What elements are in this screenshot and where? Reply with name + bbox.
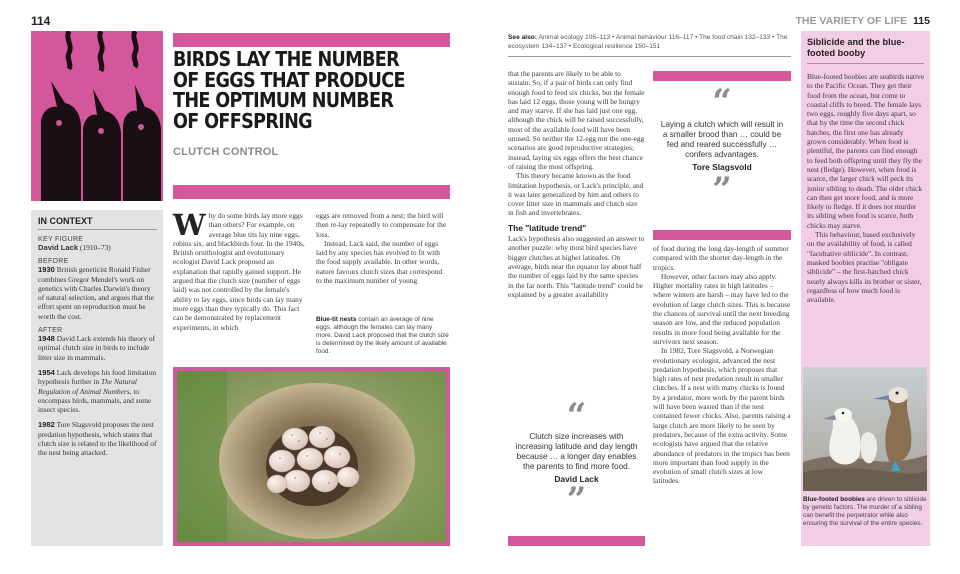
quote-david-lack: “ Clutch size increases with increasing latitude and day length because … a longer day enables the parents to find more food. David Lack ”	[508, 400, 645, 546]
key-figure-name: David Lack	[38, 243, 79, 252]
sidebar-title: Siblicide and the blue-footed booby	[807, 37, 924, 64]
quote-divider-bar	[653, 230, 791, 240]
blue-tit-caption: Blue-tit nests contain an average of nine eggs, although the females can lay many more. David Lack proposed that the clutch size is determined by the likely amount of available food.	[316, 316, 449, 355]
chicks-illustration	[31, 31, 163, 201]
main-column-4: of food during the long day-length of summer compared with the shorter day-length in the tropics. However, other factors may also apply. Higher mortality rates in high latitudes – where winters are harsh – may have led to the evolution of large clutch sizes. This is because the chances of survival until the next breeding season are low, and the reduced population results in more food being available for the survivors next season. In 1982, Tore Slagsvold, a Norwegian evolutionary ecologist, advanced the nest predation hypothesis, which proposes that high rates of nest predation result in smaller clutches. If a nest with many chicks is found by a predator, more work by the parent birds will have been wasted than if the nest contained fewer chicks. Also, parents raising a large clutch are more likely to be seen by predators, because of the extra activity. Some ecologists have argued that the relative abundance of predators in the tropics has been more important than food supply in the evolution of small clutch sizes at low latitudes.	[653, 244, 791, 486]
running-title: THE VARIETY OF LIFE 115	[795, 15, 930, 27]
see-also-rule	[508, 56, 791, 57]
sidebar-text: Blue-footed boobies are seabirds native to the Pacific Ocean. They get their food from the ocean, but come to coastal cliffs to breed. The female lays two eggs, roughly five days apart, so that by the time the second chick hatches, the first one has already grown considerably. When food is plentiful, the parents can find enough to feed both offspring until they fly the nest (fledge). However, when food is scarce, the larger chick will peck its junior sibling to death. The older chick can then get more food, and is more likely to fledge. If it does not murder its sibling when food is scarce, both chicks may starve. This behaviour, based exclusively on the availability of food, is called "facultative siblicide". In contrast, masked boobies practise "obligate siblicide" – the first-hatched chick nearly always kills its brother or sister, regardless of how much food is available.	[807, 72, 924, 305]
booby-caption: Blue-footed boobies are driven to siblicide by genetic factors. The murder of a sibling can benefit the perpetrator while also ensuring the survival of the entire species.	[803, 496, 927, 527]
main-column-1: Why do some birds lay more eggs than others? For example, on average blue tits lay nine eggs, robins six, and blackbirds four. In the 1940s, British ornithologist and evolutionary ecologist David Lack proposed an explanation that rapidly gained support. He argued that the clutch size (number of eggs laid) was not controlled by the female's ability to lay eggs, since birds can lay many more eggs than they typically do. This fact can be demonstrated by replacement experiments, in which	[173, 208, 305, 332]
quote-bottom-bar	[508, 536, 645, 546]
title-bottom-bar	[173, 185, 450, 199]
left-page-number: 114	[31, 14, 51, 28]
hungry-chicks-icon	[31, 31, 163, 201]
key-figure-label: KEY FIGURE	[38, 236, 84, 243]
open-quote-icon: “	[566, 396, 587, 436]
close-quote-icon: ”	[566, 480, 587, 520]
before-label: BEFORE	[38, 258, 69, 266]
latitude-heading: The "latitude trend"	[508, 222, 587, 233]
close-quote-icon: ”	[712, 170, 732, 210]
main-column-2: eggs are removed from a nest; the bird will then re-lay repeatedly to compensate for the loss. Instead, Lack said, the number of eggs laid by any species has evolved to fit with the food supply available. In other words, nature favours clutch sizes that correspond to the maximum number of young	[316, 211, 447, 286]
in-context-box	[31, 210, 163, 546]
before-item: 1930 British geneticist Ronald Fisher combines Gregor Mendel's work on genetics with Charles Darwin's theory of natural selection, and argues that the effort spent on reproduction must be worth the cost.	[38, 265, 154, 321]
in-context-heading: IN CONTEXT	[38, 216, 157, 230]
open-quote-icon: “	[712, 82, 732, 122]
after-item: 1948 David Lack extends his theory of optimal clutch size in birds to include litter size in mammals.	[38, 334, 156, 362]
see-also: See also: Animal ecology 106–113 • Animal behaviour 116–117 • The food chain 132–133 • The ecosystem 134–137 • Ecological resilience 150–151	[508, 34, 788, 50]
nest-photo	[173, 367, 450, 546]
title-top-bar	[173, 33, 450, 47]
after-label: AFTER	[38, 327, 63, 335]
headline: BIRDS LAY THE NUMBER OF EGGS THAT PRODUCE THE OPTIMUM NUMBER OF OFFSPRING	[173, 47, 405, 133]
after-item: 1982 Tore Slagsvold proposes the nest predation hypothesis, which states that clutch size is related to the likelihood of the nest being attacked.	[38, 420, 157, 458]
quote-top-bar	[653, 71, 791, 81]
drop-cap: W	[173, 208, 206, 242]
after-item: 1954 Lack develops his food limitation hypothesis further in The Natural Regulation of Animal Numbers, to encompass birds, mammals, and some insect species.	[38, 367, 157, 415]
key-figure-dates: (1910–73)	[79, 243, 111, 252]
blue-footed-booby-icon	[803, 367, 927, 491]
bird-nest-eggs-icon	[177, 371, 446, 542]
subtitle: CLUTCH CONTROL	[173, 146, 279, 158]
booby-photo	[803, 367, 927, 491]
right-page-number: 115	[913, 15, 930, 27]
key-figure	[38, 243, 157, 252]
main-column-3: that the parents are likely to be able to sustain. So, if a pair of birds can only find enough food to feed six chicks, but the female has laid 12 eggs, those young will be hungry and may starve. If she has laid just one egg, although the chick will be raised successfully, most of the available food will have been unused. So neither the 12-egg nor the one-egg scenarios are good reproductive strategies; instead, laying six eggs offers the best chance of raising the most offspring. This theory became known as the food limitation hypothesis, or Lack's principle, and it was later generalized by him and others to cover litter size in mammals and clutch size in fish and invertebrates. The "latitude trend" Lack's hypothesis also suggested an answer to another puzzle: why most bird species have bigger clutches at higher latitudes. On average, birds near the equator lay about half the number of eggs laid by the same species in the far north. This "latitude trend" could be explained by a greater availability	[508, 69, 645, 299]
quote-tore-slagsvold: “ Laying a clutch which will result in a smaller brood than … could be fed and reared successfully … confers advantages. Tore Slagsvold ”	[653, 84, 791, 234]
